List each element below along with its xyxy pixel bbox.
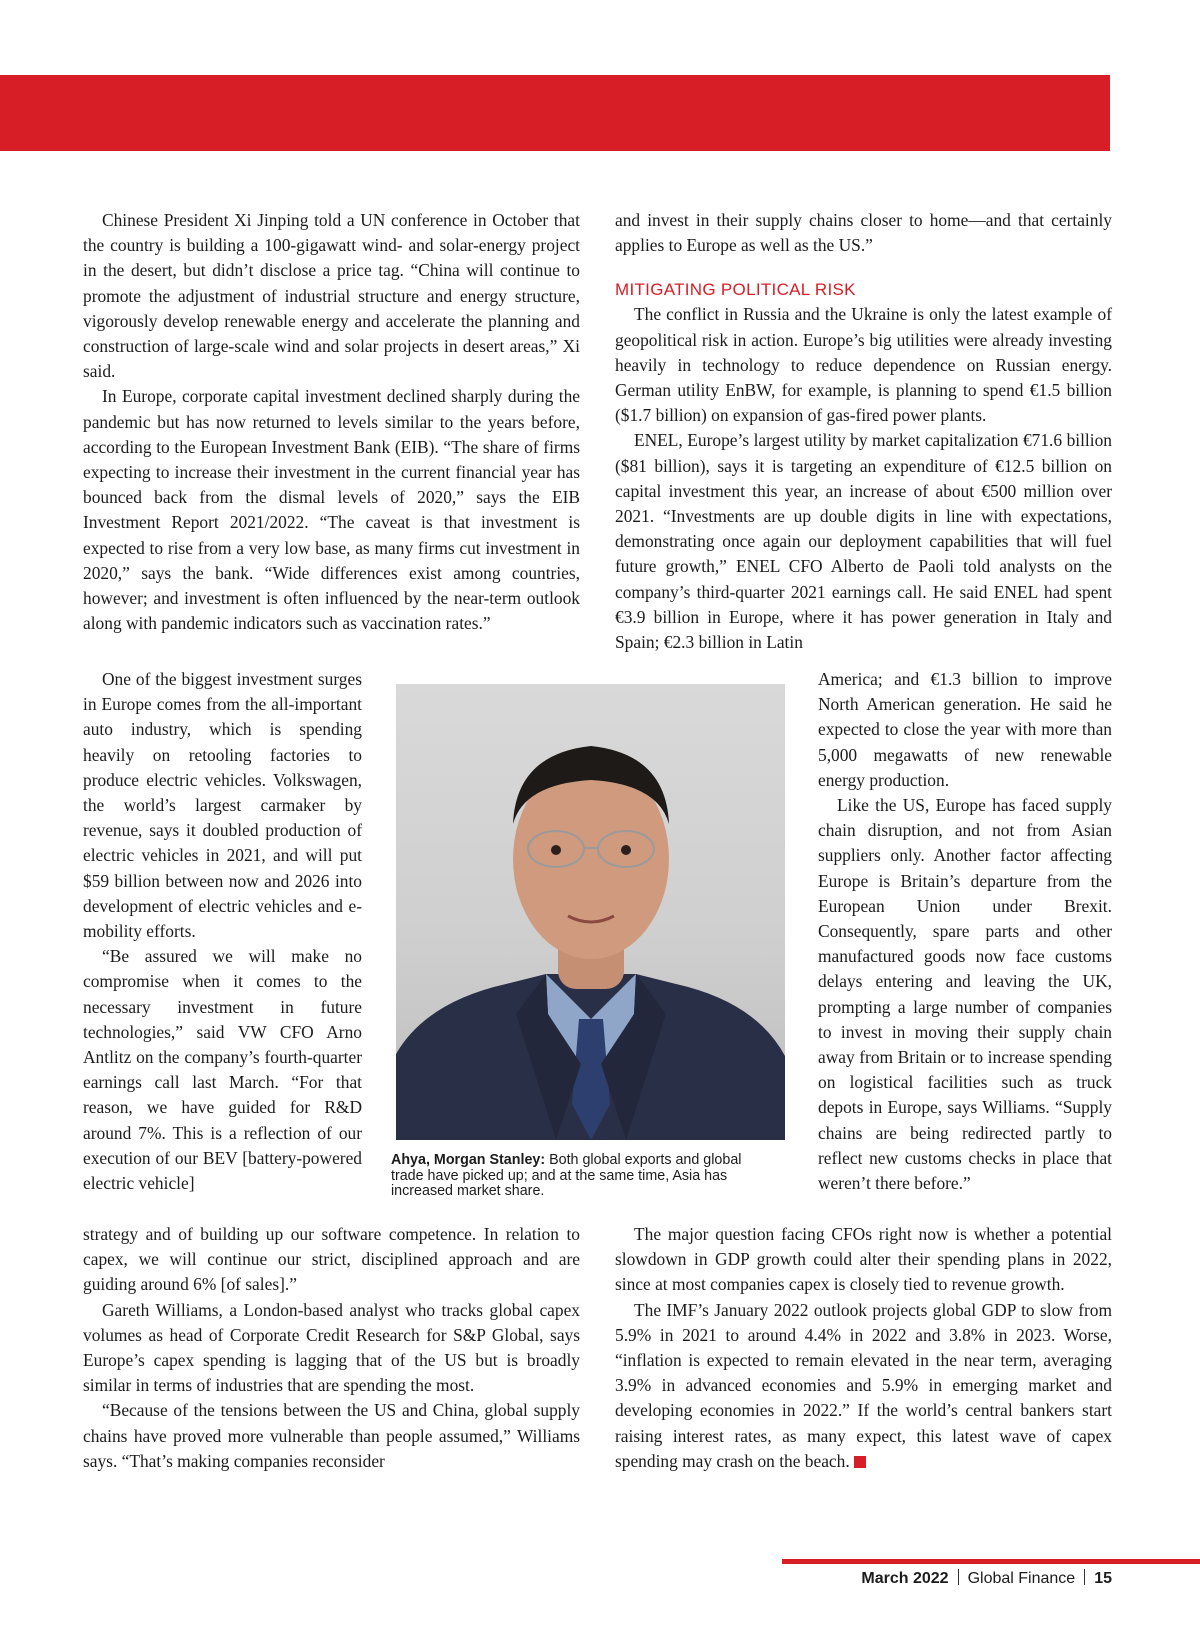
paragraph: strategy and of building up our software competence. In relation to capex, we will continue our strict, disciplined approach and are guiding around 6% [of sales].” bbox=[83, 1224, 580, 1295]
paragraph-text: The IMF’s January 2022 outlook projects global GDP to slow from 5.9% in 2021 to around 4.4% in 2022 and 3.8% in 2023. Worse, “inflation is expected to remain elevated in the near term, averaging 3.9% in advanced economies and 5.9% in emerging market and developing economies in 2022.” If the world’s central bankers start raising interest rates, as many expect, this latest wave of capex spending may crash on the beach. bbox=[615, 1299, 1112, 1471]
right-column-top bbox=[615, 208, 1112, 655]
section-heading: MITIGATING POLITICAL RISK bbox=[615, 280, 856, 300]
issue-date: March 2022 bbox=[861, 1570, 949, 1587]
paragraph: ENEL, Europe’s largest utility by market capitalization €71.6 billion ($81 billion), says it is targeting an expenditure of €12.5 billion on capital investment this year, an increase of about €500 million over 2021. “Investments are up double digits in line with expectations, demonstrating once again our deployment capabilities that will fuel future growth,” ENEL CFO Alberto de Paoli told analysts on the company’s third-quarter 2021 earnings call. He said ENEL had spent €3.9 billion in Europe, where it has power generation in Italy and Spain; €2.3 billion in Latin bbox=[615, 430, 1112, 653]
end-of-article-mark bbox=[854, 1456, 866, 1468]
paragraph: In Europe, corporate capital investment declined sharply during the pandemic but has now returned to levels similar to the years before, according to the European Investment Bank (EIB). “The share of firms expecting to increase their investment in the current financial year has bounced back from the dismal levels of 2020,” says the EIB Investment Report 2021/2022. “The caveat is that investment is expected to rise from a very low base, as many firms cut investment in 2020,” says the bank. “Wide differences exist among countries, however; and investment is often influenced by the near-term outlook along with pandemic indicators such as vaccination rates.” bbox=[83, 386, 580, 634]
paragraph: America; and €1.3 billion to improve North American generation. He said he expected to close the year with more than 5,000 megawatts of new renewable energy production. bbox=[818, 669, 1112, 790]
publication-name: Global Finance bbox=[967, 1570, 1076, 1587]
paragraph: One of the biggest investment surges in Europe comes from the all-important auto industry, which is spending heavily on retooling factories to produce electric vehicles. Volkswagen, the world’s largest carmaker by revenue, says it doubled production of electric vehicles in 2021, and will put $59 billion between now and 2026 into development of electric vehicles and e-mobility efforts. bbox=[83, 669, 362, 942]
header-banner bbox=[0, 75, 1110, 151]
paragraph: Like the US, Europe has faced supply chain disruption, and not from Asian suppliers only. Another factor affecting Europe is Britain’s departure from the European Union under Brexit. Consequently, spare parts and other manufactured goods now face customs delays entering and leaving the UK, prompting a large number of companies to invest in moving their supply chain away from Britain or to increase spending on logistical facilities such as truck depots in Europe, says Williams. “Supply chains are being redirected partly to reflect new customs checks in place that weren’t there before.” bbox=[818, 795, 1112, 1194]
photo-caption bbox=[391, 1153, 776, 1200]
portrait-illustration bbox=[396, 684, 785, 1140]
left-column-bottom bbox=[83, 1222, 580, 1474]
paragraph: and invest in their supply chains closer to home—and that certainly applies to Europe as well as the US.” bbox=[615, 210, 1112, 256]
page-number: 15 bbox=[1094, 1570, 1112, 1587]
paragraph: Chinese President Xi Jinping told a UN conference in October that the country is building a 100-gigawatt wind- and solar-energy project in the desert, but didn’t disclose a price tag. “China will continue to promote the adjustment of industrial structure and energy structure, vigorously develop renewable energy and accelerate the planning and construction of large-scale wind and solar projects in desert areas,” Xi said. bbox=[83, 210, 580, 382]
portrait-photo bbox=[396, 684, 785, 1140]
left-column-top bbox=[83, 208, 580, 636]
caption-name: Ahya, Morgan Stanley: bbox=[391, 1152, 546, 1168]
right-column-narrow bbox=[818, 667, 1112, 1196]
footer-divider bbox=[958, 1569, 959, 1585]
caption-text: Both global exports and global trade have picked up; and at the same time, Asia has increased market share. bbox=[391, 1152, 742, 1199]
paragraph: “Because of the tensions between the US and China, global supply chains have proved more vulnerable than people assumed,” Williams says. “That’s making companies reconsider bbox=[83, 1400, 580, 1471]
right-column-bottom bbox=[615, 1222, 1112, 1474]
paragraph: The major question facing CFOs right now is whether a potential slowdown in GDP growth could alter their spending plans in 2022, since at most companies capex is closely tied to revenue growth. bbox=[615, 1224, 1112, 1295]
page-footer bbox=[861, 1569, 1112, 1588]
paragraph: The conflict in Russia and the Ukraine is only the latest example of geopolitical risk in action. Europe’s big utilities were already investing heavily in technology to reduce dependence on Russian energy. German utility EnBW, for example, is planning to spend €1.5 billion ($1.7 billion) on expansion of gas-fired power plants. bbox=[615, 304, 1112, 426]
footer-rule bbox=[782, 1559, 1200, 1564]
paragraph: Gareth Williams, a London-based analyst who tracks global capex volumes as head of Corporate Credit Research for S&P Global, says Europe’s capex spending is lagging that of the US but is broadly similar in terms of industries that are spending the most. bbox=[83, 1299, 580, 1396]
paragraph bbox=[615, 1298, 1112, 1474]
footer-divider bbox=[1084, 1569, 1085, 1585]
left-column-narrow bbox=[83, 667, 362, 1196]
paragraph: “Be assured we will make no compromise when it comes to the necessary investment in future technologies,” said VW CFO Arno Antlitz on the company’s fourth-quarter earnings call last March. “For that reason, we have guided for R&D around 7%. This is a reflection of our execution of our BEV [battery-powered electric vehicle] bbox=[83, 946, 362, 1194]
